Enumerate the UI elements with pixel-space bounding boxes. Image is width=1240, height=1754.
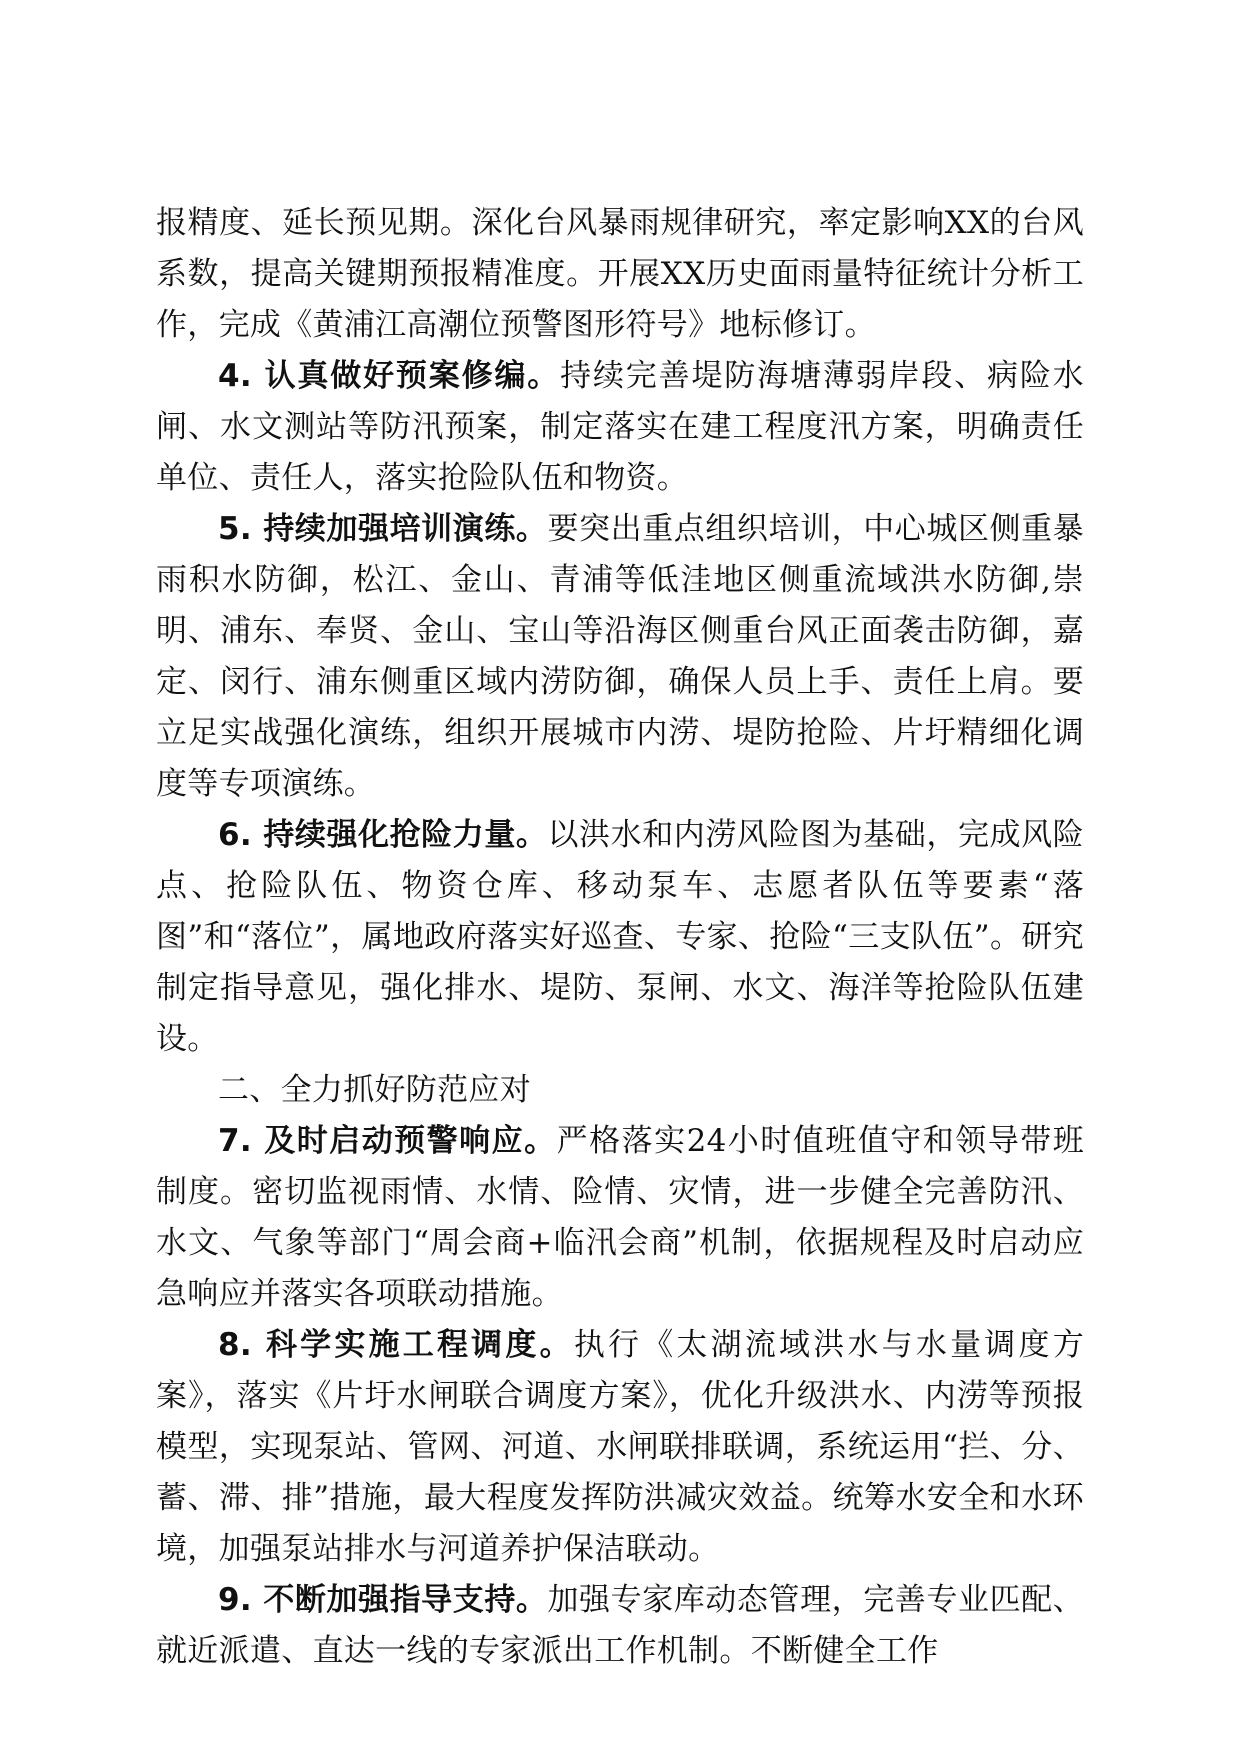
item-9-heading: 9. 不断加强指导支持。	[218, 1582, 548, 1618]
document-body	[156, 198, 1084, 1677]
paragraph-item-4	[156, 351, 1084, 504]
paragraph-item-8	[156, 1320, 1084, 1575]
item-8-body: 执行《太湖流域洪水与水量调度方案》，落实《片圩水闸联合调度方案》，优化升级洪水、内涝等预报模型，实现泵站、管网、河道、水闸联排联调，系统运用“拦、分、蓄、滞、排”措施，最大程度发挥防洪减灾效益。统筹水安全和水环境，加强泵站排水与河道养护保洁联动。	[156, 1327, 1084, 1567]
paragraph-item-7	[156, 1116, 1084, 1320]
item-6-heading: 6. 持续强化抢险力量。	[218, 817, 548, 853]
item-6-body: 以洪水和内涝风险图为基础，完成风险点、抢险队伍、物资仓库、移动泵车、志愿者队伍等要素“落图”和“落位”，属地政府落实好巡查、专家、抢险“三支队伍”。研究制定指导意见，强化排水、堤防、泵闸、水文、海洋等抢险队伍建设。	[156, 817, 1084, 1057]
paragraph-intro-continuation	[156, 198, 1084, 351]
item-9-body: 加强专家库动态管理，完善专业匹配、就近派遣、直达一线的专家派出工作机制。不断健全工作	[156, 1582, 1084, 1669]
item-8-heading: 8. 科学实施工程调度。	[218, 1327, 574, 1363]
paragraph-item-5	[156, 504, 1084, 810]
section-2-heading: 二、全力抓好防范应对	[218, 1072, 531, 1108]
item-7-body: 严格落实24小时值班值守和领导带班制度。密切监视雨情、水情、险情、灾情，进一步健全完善防汛、水文、气象等部门“周会商+临汛会商”机制，依据规程及时启动应急响应并落实各项联动措施。	[156, 1123, 1084, 1312]
paragraph-text: 报精度、延长预见期。深化台风暴雨规律研究，率定影响XX的台风系数，提高关键期预报精准度。开展XX历史面雨量特征统计分析工作，完成《黄浦江高潮位预警图形符号》地标修订。	[156, 205, 1084, 343]
paragraph-item-6	[156, 810, 1084, 1065]
item-5-heading: 5. 持续加强培训演练。	[218, 511, 548, 547]
item-4-body: 持续完善堤防海塘薄弱岸段、病险水闸、水文测站等防汛预案，制定落实在建工程度汛方案，明确责任单位、责任人，落实抢险队伍和物资。	[156, 358, 1084, 496]
item-5-body: 要突出重点组织培训，中心城区侧重暴雨积水防御，松江、金山、青浦等低洼地区侧重流域洪水防御,崇明、浦东、奉贤、金山、宝山等沿海区侧重台风正面袭击防御，嘉定、闵行、浦东侧重区域内涝防御，确保人员上手、责任上肩。要立足实战强化演练，组织开展城市内涝、堤防抢险、片圩精细化调度等专项演练。	[156, 511, 1084, 802]
item-4-heading: 4. 认真做好预案修编。	[218, 358, 561, 394]
item-7-heading: 7. 及时启动预警响应。	[218, 1123, 557, 1159]
paragraph-item-9	[156, 1575, 1084, 1677]
